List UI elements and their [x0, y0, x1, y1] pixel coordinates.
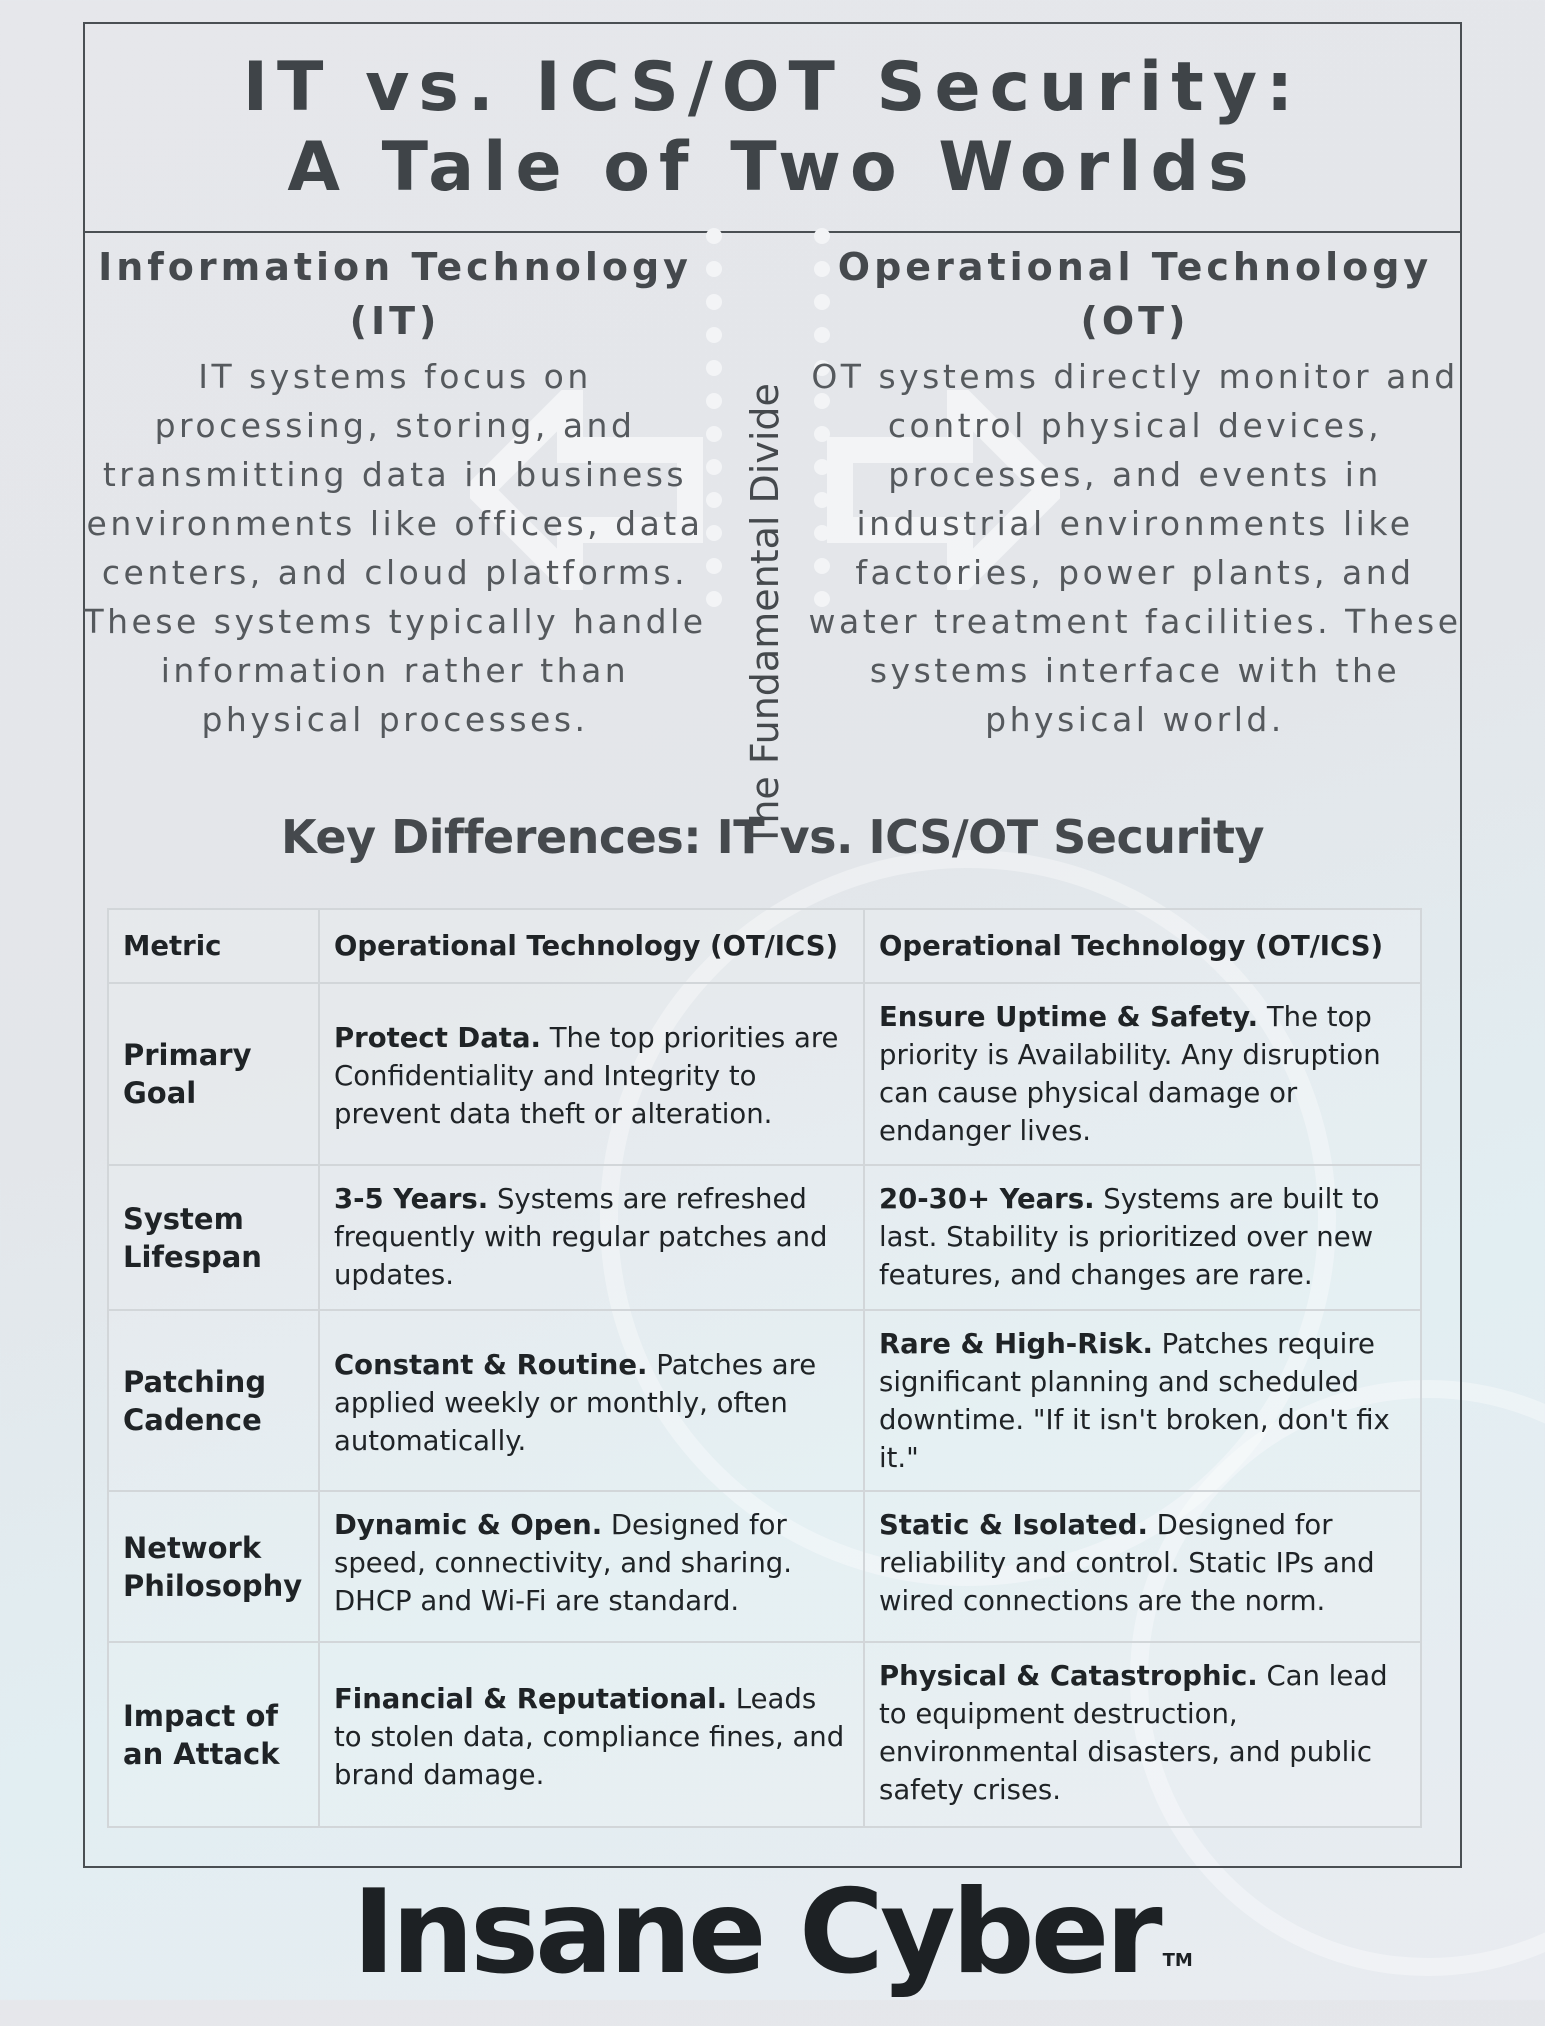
ot-description-line: systems interface with the	[869, 651, 1401, 690]
table-header-ot: Operational Technology (OT/ICS)	[864, 909, 1421, 983]
ot-cell-text: Patches require significant planning and scheduled downtime. "If it isn't broken, don't fix it."	[879, 1328, 1390, 1474]
ot-cell-lead: Static & Isolated.	[879, 1509, 1148, 1541]
table-row	[108, 1491, 1421, 1642]
it-cell-text: Leads to stolen data, compliance fines, and brand damage.	[334, 1682, 845, 1791]
ot-cell-text: Designed for reliability and control. Static IPs and wired connections are the norm.	[879, 1509, 1375, 1617]
ot-description-line: factories, power plants, and	[855, 553, 1415, 592]
ot-cell-lead: 20-30+ Years.	[879, 1183, 1095, 1215]
ot-cell	[864, 1491, 1421, 1642]
ot-cell-lead: Physical & Catastrophic.	[879, 1660, 1258, 1692]
ot-heading	[825, 240, 1445, 348]
it-cell	[319, 983, 864, 1165]
ot-cell	[864, 1310, 1421, 1491]
ot-description-line: processes, and events in	[888, 455, 1382, 494]
divider-dots-left	[706, 228, 722, 624]
page-title-line-1: IT vs. ICS/OT Security:	[242, 47, 1303, 127]
it-cell-lead: Protect Data.	[334, 1022, 541, 1054]
it-cell-lead: 3-5 Years.	[334, 1183, 489, 1215]
metric-cell: Impact of an Attack	[108, 1642, 319, 1827]
table-header-row	[108, 909, 1421, 983]
table-row	[108, 983, 1421, 1165]
divider-label: The Fundamental Divide	[743, 383, 787, 847]
ot-description	[805, 352, 1465, 744]
table-header-it: Operational Technology (OT/ICS)	[319, 909, 864, 983]
trademark-symbol: TM	[1162, 1950, 1193, 1971]
it-description-line: physical processes.	[201, 700, 589, 739]
it-description-line: centers, and cloud platforms.	[101, 553, 689, 592]
ot-heading-line-2: (OT)	[1080, 299, 1190, 343]
it-cell	[319, 1642, 864, 1827]
ot-cell	[864, 1642, 1421, 1827]
it-cell-lead: Dynamic & Open.	[334, 1509, 603, 1541]
table-row	[108, 1642, 1421, 1827]
ot-cell	[864, 1165, 1421, 1310]
ot-cell	[864, 983, 1421, 1165]
ot-description-line: water treatment facilities. These	[808, 602, 1462, 641]
it-heading	[85, 240, 705, 348]
it-description-line: IT systems focus on	[198, 357, 592, 396]
it-cell-text: Patches are applied weekly or monthly, often automatically.	[334, 1348, 817, 1457]
it-cell-text: Designed for speed, connectivity, and sharing. DHCP and Wi-Fi are standard.	[334, 1509, 792, 1617]
it-cell	[319, 1310, 864, 1491]
it-heading-line-1: Information Technology	[98, 245, 692, 289]
it-description-line: These systems typically handle	[83, 602, 707, 641]
it-cell	[319, 1165, 864, 1310]
ot-cell-lead: Ensure Uptime & Safety.	[879, 1001, 1259, 1033]
it-description-line: environments like offices, data	[86, 504, 704, 543]
ot-heading-line-1: Operational Technology	[837, 245, 1433, 289]
table-header-metric: Metric	[108, 909, 319, 983]
ot-description-line: OT systems directly monitor and	[811, 357, 1459, 396]
it-cell-text: The top priorities are Confidentiality and Integrity to prevent data theft or alteration.	[334, 1022, 839, 1130]
title-box	[85, 24, 1460, 233]
ot-cell-lead: Rare & High-Risk.	[879, 1328, 1153, 1360]
it-description	[75, 352, 715, 744]
metric-cell: System Lifespan	[108, 1165, 319, 1310]
table-row	[108, 1310, 1421, 1491]
brand-logo	[0, 1865, 1545, 2026]
ot-description-line: control physical devices,	[887, 406, 1383, 445]
ot-description-line: industrial environments like	[856, 504, 1414, 543]
it-cell	[319, 1491, 864, 1642]
it-cell-lead: Constant & Routine.	[334, 1348, 648, 1381]
ot-cell-text: Can lead to equipment destruction, environmental disasters, and public safety crises.	[879, 1660, 1388, 1806]
metric-cell: Patching Cadence	[108, 1310, 319, 1491]
it-description-line: information rather than	[160, 651, 630, 690]
it-cell-lead: Financial & Reputational.	[334, 1682, 728, 1715]
ot-cell-text: Systems are built to last. Stability is prioritized over new features, and changes are rare.	[879, 1183, 1380, 1291]
it-description-line: processing, storing, and	[154, 406, 636, 445]
brand-logo-text: Insane Cyber	[352, 1865, 1159, 2000]
table-row	[108, 1165, 1421, 1310]
it-cell-text: Systems are refreshed frequently with regular patches and updates.	[334, 1183, 828, 1291]
ot-cell-text: The top priority is Availability. Any disruption can cause physical damage or endanger lives.	[879, 1001, 1381, 1147]
differences-table	[107, 908, 1422, 1828]
metric-cell: Primary Goal	[108, 983, 319, 1165]
page-title-line-2: A Tale of Two Worlds	[287, 127, 1258, 207]
it-heading-line-2: (IT)	[349, 299, 441, 343]
metric-cell: Network Philosophy	[108, 1491, 319, 1642]
it-description-line: transmitting data in business	[102, 455, 688, 494]
section-title: Key Differences: IT vs. ICS/OT Security	[281, 810, 1264, 864]
ot-description-line: physical world.	[985, 700, 1285, 739]
